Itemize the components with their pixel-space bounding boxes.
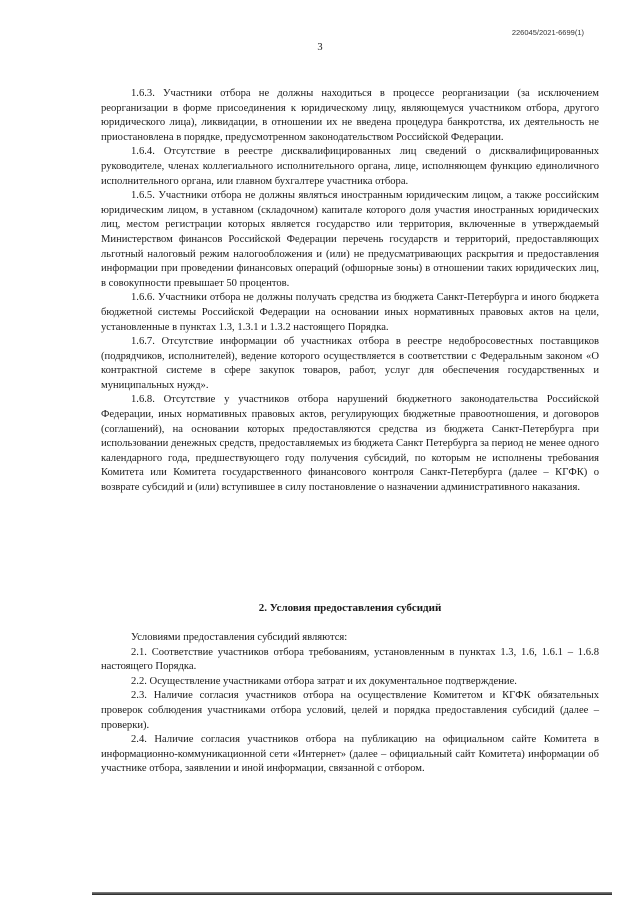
- paragraph-1-6-6: 1.6.6. Участники отбора не должны получать средства из бюджета Санкт-Петербурга и иного бюджета бюджетной системы Российской Федерации на основании иных нормативных правовых актов на цели, установленные в пунктах 1.3, 1.3.1 и 1.3.2 настоящего Порядка.: [101, 292, 599, 333]
- paragraph-1-6-8: 1.6.8. Отсутствие у участников отбора нарушений бюджетного законодательства Российской Федерации, иных нормативных правовых актов, регулирующих бюджетные правоотношения, и договоров (соглашений), на основании которых предоставляются средства из бюджета Санкт-Петербурга при использовании денежных средств, предоставляемых из бюджета Санкт Петербурга за период не менее одного календарного года, предшествующего году получения субсидий, по которым не исполнены требования Комитета или Комитета государственного финансового контроля Санкт-Петербурга (далее – КГФК) о возврате субсидий и (или) вступившее в силу постановление о назначении административного наказания.: [101, 394, 599, 494]
- paragraph-2-2: 2.2. Осуществление участниками отбора затрат и их документальное подтверждение.: [131, 675, 517, 687]
- section-2-body: [101, 631, 599, 777]
- paragraph-2-3: 2.3. Наличие согласия участников отбора на осуществление Комитетом и КГФК обязательных проверок соблюдения участниками отбора условий, целей и порядка предоставления субсидий (далее – проверки).: [101, 690, 599, 731]
- section-2-intro: Условиями предоставления субсидий являются:: [131, 632, 348, 643]
- paragraph-1-6-3: 1.6.3. Участники отбора не должны находиться в процессе реорганизации (за исключением реорганизации в форме присоединения к юридическому лицу, являющемуся участником отбора, другого юридического лица), ликвидации, в отношении их не введена процедура банкротства, их деятельность не приостановлена в порядке, предусмотренном законодательством Российской Федерации.: [101, 88, 599, 143]
- document-body: [101, 87, 599, 775]
- paragraph-2-1: 2.1. Соответствие участников отбора требованиям, установленным в пунктах 1.3, 1.6, 1.6.1 – 1.6.8 настоящего Порядка.: [101, 646, 599, 673]
- footer-rule: [92, 892, 612, 895]
- paragraph-1-6-7: 1.6.7. Отсутствие информации об участниках отбора в реестре недобросовестных поставщиков (подрядчиков, исполнителей), ведение которого осуществляется в соответствии с Федеральным законом «О контрактной системе в сфере закупок товаров, работ, услуг для обеспечения государственных и муниципальных нужд».: [101, 336, 599, 391]
- paragraph-2-4: 2.4. Наличие согласия участников отбора на публикацию на официальном сайте Комитета в информационно-коммуникационной сети «Интернет» (далее – официальный сайт Комитета) информации об участнике отбора, заявлении и иной информации, связанной с отбором.: [101, 734, 599, 775]
- document-id: 226045/2021-6699(1): [511, 28, 584, 37]
- paragraph-1-6-4: 1.6.4. Отсутствие в реестре дисквалифицированных лиц сведений о дисквалифицированных руководителе, членах коллегиального исполнительного органа, лице, исполняющем функцию единоличного исполнительного органа, или главном бухгалтере участника отбора.: [101, 146, 599, 187]
- page-number: 3: [317, 42, 323, 53]
- paragraph-1-6-5: 1.6.5. Участники отбора не должны являться иностранным юридическим лицом, а также российским юридическим лицом, в уставном (складочном) капитале которого доля участия иностранных юридических лиц, местом регистрации которых является государство или территория, включенные в утверждаемый Министерством финансов Российской Федерации перечень государств и территорий, предоставляющих льготный налоговый режим налогообложения и (или) не предусматривающих раскрытия и предоставления информации при проведении финансовых операций (офшорные зоны) в отношении таких юридических лиц, в совокупности превышает 50 процентов.: [101, 190, 599, 289]
- section-2-heading: 2. Условия предоставления субсидий: [258, 602, 442, 614]
